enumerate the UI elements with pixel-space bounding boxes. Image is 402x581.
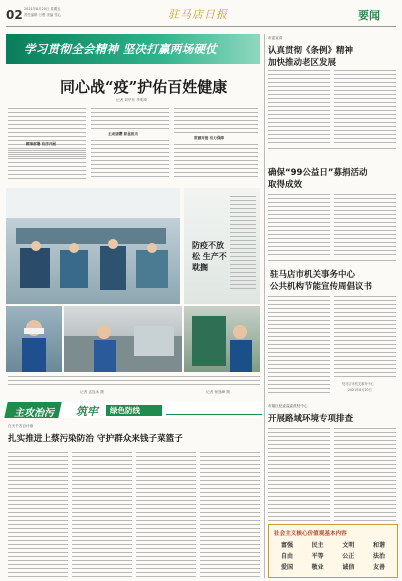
right-article-4-kicker: 市辖区纪委监委派驻中心	[268, 404, 308, 408]
core-value-item: 敬业	[311, 564, 324, 571]
photo-captions-text	[8, 376, 260, 388]
bottom-body-col-2	[72, 452, 132, 580]
factory-photo-large	[6, 188, 180, 304]
feature-column-1b	[8, 150, 86, 182]
core-value-item: 和谐	[372, 542, 385, 549]
feature-column-3b	[174, 144, 258, 180]
right-article-2-title-1: 确保“99公益日”募捐活动	[268, 168, 368, 178]
right-article-4-body-a	[268, 428, 330, 532]
core-value-item: 法治	[372, 553, 385, 560]
right-divider-3	[264, 402, 265, 578]
column-divider	[264, 34, 265, 402]
feature-subhead-2: 主动请缨 彰显担当	[108, 132, 139, 136]
core-value-item: 富强	[281, 542, 294, 549]
photo-credit-right: 记者 杨逸峰 摄	[206, 390, 230, 394]
core-value-item: 爱国	[281, 564, 294, 571]
core-value-item: 公正	[342, 553, 355, 560]
right-article-3-title-1: 驻马店市机关事务中心	[270, 270, 356, 280]
core-values-row-3	[281, 562, 385, 571]
factory-photo-large-art	[6, 188, 180, 304]
feature-byline: 记者 刘华东 李明琦	[116, 98, 148, 102]
bottom-banner-text-left: 主攻治污	[14, 408, 54, 419]
right-article-3-date: 2021年8月20日	[348, 388, 372, 392]
right-article-3-sign: 驻马店市机关事务中心	[342, 382, 374, 386]
page-number: 02	[6, 8, 23, 22]
core-values-ad	[268, 524, 398, 578]
right-article-3-body-b	[334, 296, 396, 380]
feature-subhead-1: 精准部署 有序开展	[26, 142, 57, 146]
right-article-1-title-1: 认真贯彻《条例》精神	[268, 46, 354, 56]
feature-headline: 同心战“疫”护佑百姓健康	[60, 78, 228, 96]
core-value-item: 诚信	[342, 564, 355, 571]
core-value-item: 友善	[372, 564, 385, 571]
right-article-1-body-a	[268, 70, 330, 146]
right-article-1-title-2: 加快推动老区发展	[268, 58, 337, 68]
worker-photo-left	[6, 306, 62, 372]
core-values-row-1	[281, 540, 385, 549]
bottom-body-col-4	[200, 452, 260, 580]
editor-line: 责任编辑 万俊 美编 张心	[24, 13, 62, 17]
feature-banner-text: 学习贯彻全会精神 坚决打赢两场硬仗	[24, 42, 218, 56]
bottom-body-col-3	[136, 452, 196, 580]
date-line: 2021年8月20日 星期五	[24, 7, 61, 11]
right-article-2-title-2: 取得成效	[268, 180, 303, 190]
right-divider-1	[268, 148, 396, 149]
section-label: 要闻	[358, 9, 380, 22]
photo-caption: 防疫不放松 生产不耽搁	[192, 241, 227, 272]
photo-caption-text	[230, 196, 256, 292]
bottom-banner-text-right: 绿色防线	[110, 406, 140, 415]
right-article-1-kicker: 市委宣讲	[268, 36, 283, 40]
feature-subhead-3: 资源对接 有力保障	[194, 136, 225, 140]
feature-column-2b	[91, 140, 169, 180]
right-article-2-body-b	[334, 194, 396, 258]
photo-credit-left: 记者 孟连冰 摄	[80, 390, 104, 394]
feature-column-2	[91, 108, 169, 132]
machine-photo-right	[184, 306, 260, 372]
bottom-banner-text-mid: 筑牢	[76, 405, 98, 418]
feature-banner	[6, 34, 260, 64]
bottom-banner	[6, 402, 262, 418]
right-article-4-body-b	[334, 428, 396, 532]
right-article-3-title-2: 公共机构节能宣传周倡议书	[270, 282, 373, 292]
core-value-item: 民主	[311, 542, 324, 549]
core-value-item: 文明	[342, 542, 355, 549]
paper-name: 驻马店日报	[168, 8, 228, 21]
right-divider-2	[268, 260, 396, 261]
bottom-banner-rule	[166, 414, 262, 415]
worker-photo-mid	[64, 306, 182, 372]
right-article-3-body-a	[268, 296, 330, 396]
right-article-1-body-b	[334, 70, 396, 146]
factory-photo-right	[184, 188, 260, 304]
core-value-item: 自由	[281, 553, 294, 560]
core-value-item: 平等	[311, 553, 324, 560]
feature-column-3	[174, 108, 258, 136]
right-article-2-body-a	[268, 194, 330, 258]
core-values-row-2	[281, 551, 385, 560]
core-values-title: 社会主义核心价值观基本内容	[274, 531, 347, 537]
masthead	[0, 0, 402, 30]
bottom-kicker: 白天千方百计治	[8, 424, 34, 428]
bottom-body-col-1	[8, 452, 68, 580]
masthead-rule	[6, 26, 396, 27]
right-article-4-title: 开展路域环境专项排查	[268, 414, 354, 424]
bottom-headline: 扎实推进上蔡污染防治 守护群众来钱子菜篮子	[8, 434, 183, 444]
